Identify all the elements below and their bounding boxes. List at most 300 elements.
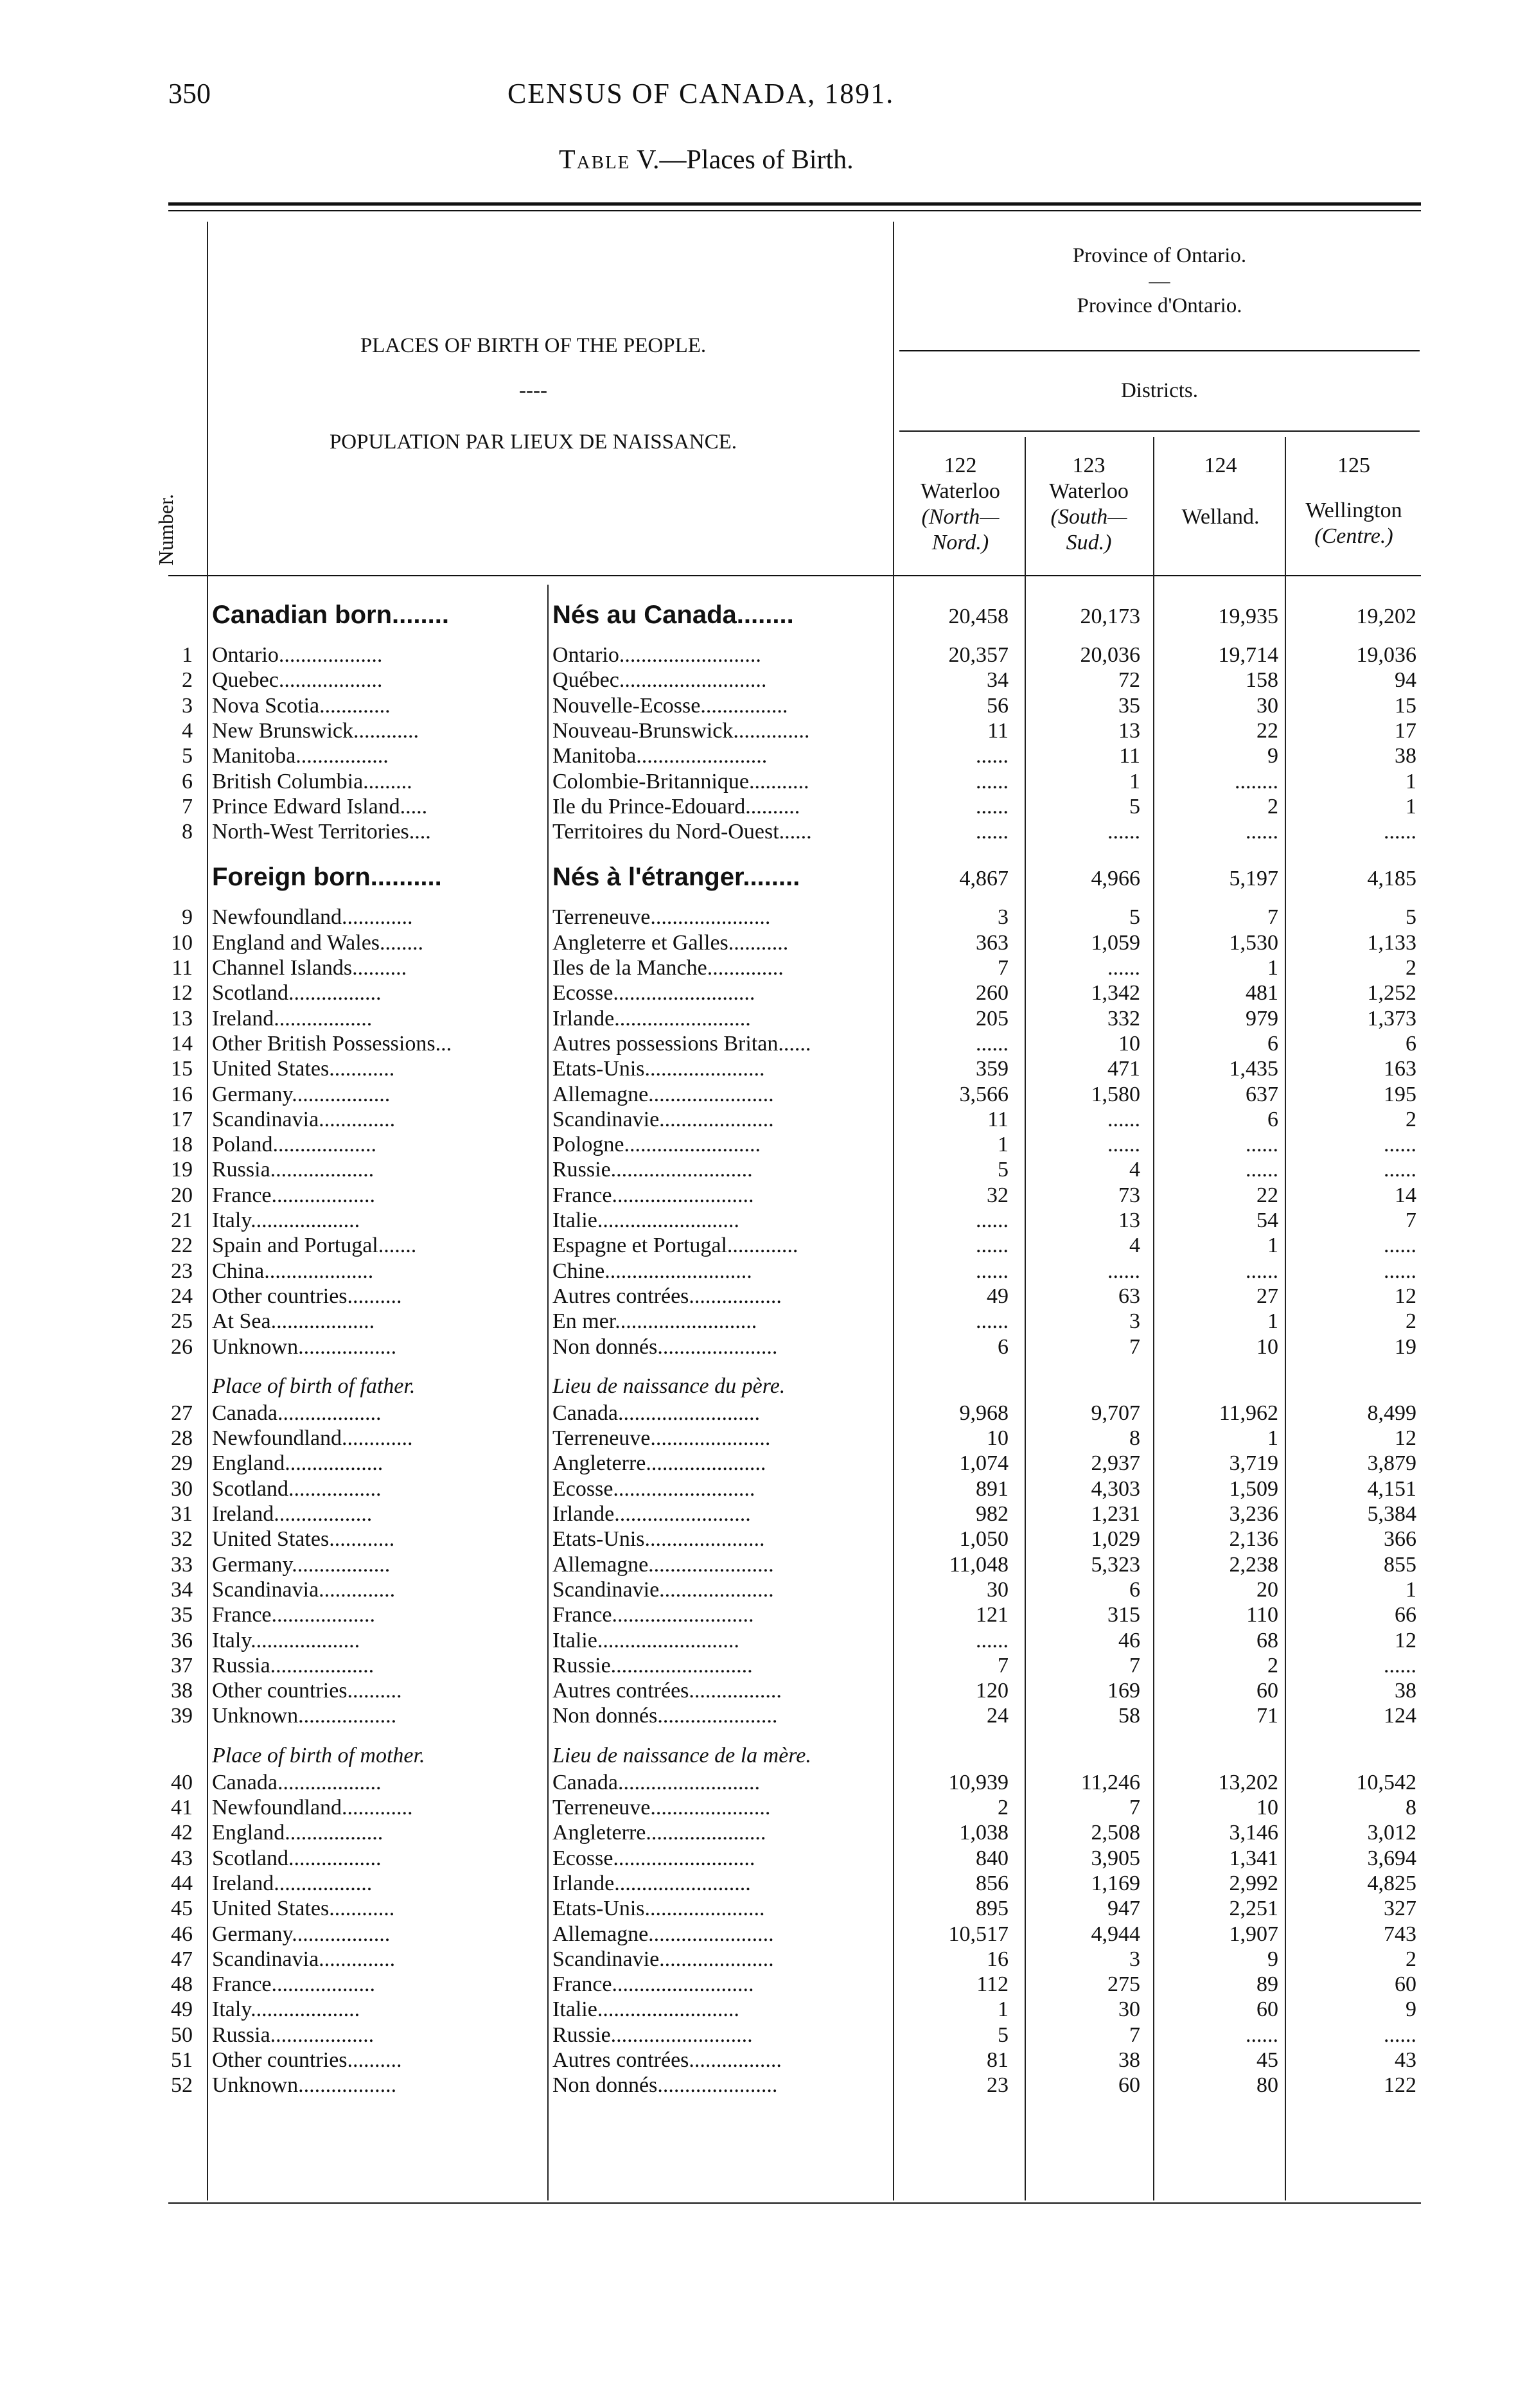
district-value: 4,185: [1367, 867, 1416, 891]
district-value: ......: [1384, 1133, 1416, 1157]
district-value: 1,435: [1229, 1057, 1278, 1081]
district-value: 10: [1256, 1796, 1278, 1819]
row-number: 51: [171, 2048, 193, 2072]
district-value: 12: [1395, 1426, 1416, 1451]
place-fr: Etats-Unis......................: [552, 1057, 765, 1081]
district-value: 4,825: [1367, 1871, 1416, 1895]
table-row: [0, 1007, 1525, 1032]
district-value: ......: [1384, 1234, 1416, 1258]
district-value: 10,939: [948, 1770, 1009, 1794]
table-row: [0, 1527, 1525, 1553]
place-fr: France..........................: [552, 1183, 754, 1207]
district-value: 17: [1395, 718, 1416, 743]
table-row: [0, 770, 1525, 795]
district-value: ......: [1384, 820, 1416, 844]
place-fr: Iles de la Manche..............: [552, 956, 784, 980]
place-en: Poland...................: [212, 1133, 376, 1157]
place-en: China....................: [212, 1259, 374, 1283]
place-en: Other British Possessions...: [212, 1031, 452, 1056]
district-value: 163: [1384, 1057, 1416, 1081]
table-row: [0, 931, 1525, 957]
place-fr: Scandinavie.....................: [552, 1577, 774, 1602]
table-title-text: V.—Places of Birth.: [637, 145, 854, 175]
row-number: 41: [171, 1796, 193, 1819]
header-places-fr: POPULATION PAR LIEUX DE NAISSANCE.: [329, 430, 737, 454]
district-value: 366: [1384, 1527, 1416, 1552]
district-value: 9,707: [1091, 1401, 1140, 1425]
row-number: 37: [171, 1653, 193, 1678]
district-number: 125: [1337, 454, 1370, 477]
district-value: 481: [1246, 981, 1278, 1005]
district-value: 73: [1118, 1183, 1140, 1207]
place-fr: Pologne.........................: [552, 1133, 761, 1157]
district-sub: (South—: [1050, 505, 1127, 529]
place-fr: Canada..........................: [552, 1770, 760, 1794]
place-fr: Nouvelle-Ecosse................: [552, 693, 788, 718]
place-fr: Ile du Prince-Edouard..........: [552, 794, 800, 819]
table-row: [0, 1158, 1525, 1183]
place-en: France...................: [212, 1972, 376, 1997]
district-value: 11: [1119, 744, 1140, 768]
table-row: [0, 1872, 1525, 1897]
district-value: 5,384: [1367, 1502, 1416, 1526]
place-en: Place of birth of mother.: [212, 1743, 425, 1767]
row-number: 35: [171, 1603, 193, 1627]
place-en: England..................: [212, 1821, 383, 1845]
district-value: ......: [976, 769, 1009, 793]
district-value: 4: [1129, 1234, 1140, 1258]
place-fr: Allemagne.......................: [552, 1552, 774, 1577]
district-value: 71: [1256, 1704, 1278, 1728]
district-value: 855: [1384, 1552, 1416, 1577]
district-value: 5: [998, 1158, 1009, 1182]
district-value: 1,231: [1091, 1502, 1140, 1526]
place-en: Unknown..................: [212, 1334, 397, 1359]
place-fr: Canada..........................: [552, 1401, 760, 1425]
table-row: [0, 1477, 1525, 1503]
place-en: Ireland..................: [212, 1871, 373, 1895]
district-value: ......: [976, 794, 1009, 819]
top-rule-thin: [168, 210, 1421, 211]
place-en: Scandinavia..............: [212, 1947, 396, 1971]
district-value: 1,050: [959, 1527, 1009, 1552]
district-value: 7: [1129, 1796, 1140, 1819]
place-en: Scotland.................: [212, 1846, 382, 1870]
place-en: United States............: [212, 1897, 395, 1921]
table-row: [0, 1284, 1525, 1310]
place-en: Unknown..................: [212, 1704, 397, 1728]
row-number: 3: [182, 693, 193, 718]
province-underline: [899, 350, 1420, 351]
district-value: 80: [1256, 2073, 1278, 2098]
district-value: 13: [1118, 1208, 1140, 1232]
row-number: 44: [171, 1871, 193, 1895]
place-fr: Terreneuve......................: [552, 1426, 771, 1451]
place-en: Ireland..................: [212, 1006, 373, 1031]
district-value: 5: [1129, 794, 1140, 819]
district-value: ......: [1107, 1133, 1140, 1157]
district-sub: Sud.): [1066, 531, 1112, 554]
top-rule-thick: [168, 202, 1421, 206]
district-value: 3: [1129, 1309, 1140, 1334]
row-number: 50: [171, 2023, 193, 2047]
place-fr: Ecosse..........................: [552, 1846, 755, 1870]
place-fr: Russie..........................: [552, 1158, 753, 1182]
district-number: 123: [1072, 454, 1106, 477]
district-value: 1,341: [1229, 1846, 1278, 1870]
district-value: 3,694: [1367, 1846, 1416, 1870]
district-value: 3,012: [1367, 1821, 1416, 1845]
place-fr: Non donnés......................: [552, 2073, 778, 2098]
district-value: 6: [1267, 1107, 1278, 1131]
place-en: Canada...................: [212, 1770, 382, 1794]
place-en: Russia...................: [212, 1653, 375, 1678]
place-fr: Terreneuve......................: [552, 1796, 771, 1819]
row-number: 26: [171, 1334, 193, 1359]
district-value: 11,962: [1219, 1401, 1278, 1425]
district-value: 12: [1395, 1284, 1416, 1308]
table-row: [0, 905, 1525, 931]
district-value: ......: [976, 1259, 1009, 1283]
district-value: 120: [976, 1679, 1009, 1703]
row-number: 31: [171, 1502, 193, 1526]
district-value: 122: [1384, 2073, 1416, 2098]
place-en: France...................: [212, 1183, 376, 1207]
district-value: 5: [998, 2023, 1009, 2047]
district-value: 10: [987, 1426, 1009, 1451]
row-number: 13: [171, 1006, 193, 1031]
table-row: [0, 1796, 1525, 1821]
district-value: ......: [1384, 2023, 1416, 2047]
district-value: 1,074: [959, 1451, 1009, 1476]
districts-underline: [899, 430, 1420, 432]
districts-label: Districts.: [1120, 379, 1199, 402]
place-en: Quebec...................: [212, 668, 383, 693]
district-value: 2: [1406, 1947, 1416, 1971]
district-value: 72: [1118, 668, 1140, 693]
row-number: 52: [171, 2073, 193, 2098]
table-row: [0, 694, 1525, 720]
district-value: 7: [1129, 1653, 1140, 1678]
district-value: 30: [1256, 693, 1278, 718]
district-value: 1,509: [1229, 1476, 1278, 1501]
place-en: Unknown..................: [212, 2073, 397, 2098]
place-en: Foreign born..........: [212, 863, 442, 892]
district-value: 982: [976, 1502, 1009, 1526]
district-value: 30: [1118, 1997, 1140, 2022]
table-row: [0, 1679, 1525, 1704]
place-fr: Autres contrées.................: [552, 1679, 782, 1703]
district-value: 6: [998, 1334, 1009, 1359]
place-en: United States............: [212, 1057, 395, 1081]
place-en: England..................: [212, 1451, 383, 1476]
district-value: 24: [987, 1704, 1009, 1728]
place-fr: Ecosse..........................: [552, 1476, 755, 1501]
district-value: 205: [976, 1006, 1009, 1031]
place-fr: Russie..........................: [552, 2023, 753, 2047]
place-en: Italy....................: [212, 1628, 360, 1652]
district-value: 2,238: [1229, 1552, 1278, 1577]
table-row: [0, 668, 1525, 694]
district-value: 56: [987, 693, 1009, 718]
place-en: Prince Edward Island.....: [212, 794, 428, 819]
district-value: ......: [1384, 1653, 1416, 1678]
table-row: [0, 1603, 1525, 1629]
row-number: 10: [171, 930, 193, 955]
table-row: [0, 1309, 1525, 1335]
district-value: 2,937: [1091, 1451, 1140, 1476]
district-value: 22: [1256, 1183, 1278, 1207]
district-value: 6: [1267, 1031, 1278, 1056]
place-en: Scandinavia..............: [212, 1107, 396, 1131]
row-number: 7: [182, 794, 193, 819]
table-row: [0, 1208, 1525, 1234]
row-number: 2: [182, 668, 193, 693]
district-value: 4: [1129, 1158, 1140, 1182]
place-en: Ireland..................: [212, 1502, 373, 1526]
district-value: 315: [1107, 1603, 1140, 1627]
row-number: 27: [171, 1401, 193, 1425]
row-number: 47: [171, 1947, 193, 1971]
place-fr: Irlande.........................: [552, 1502, 751, 1526]
place-en: England and Wales........: [212, 930, 424, 955]
place-en: Russia...................: [212, 2023, 375, 2047]
row-number: 39: [171, 1704, 193, 1728]
table-row: [0, 1897, 1525, 1922]
district-value: 19,935: [1218, 605, 1278, 628]
district-value: 19,202: [1356, 605, 1416, 628]
place-en: Manitoba.................: [212, 744, 389, 768]
place-en: Germany..................: [212, 1082, 391, 1106]
district-value: 58: [1118, 1704, 1140, 1728]
district-value: ......: [1107, 820, 1140, 844]
row-number: 14: [171, 1031, 193, 1056]
place-en: United States............: [212, 1527, 395, 1552]
district-sub: Nord.): [931, 531, 989, 554]
district-value: 260: [976, 981, 1009, 1005]
district-value: 112: [976, 1972, 1009, 1997]
district-value: 8: [1406, 1796, 1416, 1819]
place-fr: Territoires du Nord-Ouest......: [552, 820, 812, 844]
place-fr: Irlande.........................: [552, 1006, 751, 1031]
row-number: 20: [171, 1183, 193, 1207]
place-en: Italy....................: [212, 1997, 360, 2022]
place-fr: Lieu de naissance de la mère.: [552, 1743, 811, 1767]
place-fr: Ontario..........................: [552, 643, 761, 667]
place-fr: Etats-Unis......................: [552, 1527, 765, 1552]
district-value: 12: [1395, 1628, 1416, 1652]
place-fr: Autres possessions Britan......: [552, 1031, 811, 1056]
table-row: [0, 744, 1525, 770]
district-value: 60: [1256, 1679, 1278, 1703]
place-fr: Non donnés......................: [552, 1704, 778, 1728]
district-value: 1: [1267, 1234, 1278, 1258]
table-row: [0, 1997, 1525, 2023]
row-number: 42: [171, 1821, 193, 1845]
place-fr: Lieu de naissance du père.: [552, 1374, 786, 1398]
place-fr: Nouveau-Brunswick..............: [552, 718, 810, 743]
district-value: 1,169: [1091, 1871, 1140, 1895]
district-value: 7: [1129, 1334, 1140, 1359]
table-row: [0, 1083, 1525, 1108]
table-row: [0, 1553, 1525, 1579]
district-value: 7: [1129, 2023, 1140, 2047]
district-value: ......: [1107, 1107, 1140, 1131]
district-value: 1: [1406, 769, 1416, 793]
place-en: North-West Territories....: [212, 820, 431, 844]
row-number: 46: [171, 1922, 193, 1946]
district-value: 1,133: [1367, 930, 1416, 955]
district-value: 63: [1118, 1284, 1140, 1308]
district-value: 2: [998, 1796, 1009, 1819]
district-value: 895: [976, 1897, 1009, 1921]
district-value: 19,714: [1218, 643, 1278, 667]
row-number: 24: [171, 1284, 193, 1308]
district-value: 10,542: [1356, 1770, 1416, 1794]
district-value: 94: [1395, 668, 1416, 693]
district-header-124: [1156, 453, 1285, 530]
section-heading-row: [0, 863, 1525, 895]
district-value: 4,151: [1367, 1476, 1416, 1501]
table-row: [0, 643, 1525, 669]
place-fr: Non donnés......................: [552, 1334, 778, 1359]
table-row: [0, 1502, 1525, 1528]
row-number: 21: [171, 1208, 193, 1232]
district-value: 1,342: [1091, 981, 1140, 1005]
district-header-125: [1288, 453, 1420, 549]
place-fr: Italie..........................: [552, 1208, 739, 1232]
row-number: 19: [171, 1158, 193, 1182]
table-label: Table: [559, 145, 631, 175]
district-value: 2,251: [1229, 1897, 1278, 1921]
table-row: [0, 1654, 1525, 1679]
table-row: [0, 1947, 1525, 1973]
row-number: 30: [171, 1476, 193, 1501]
district-value: 2,508: [1091, 1821, 1140, 1845]
district-value: 13: [1118, 718, 1140, 743]
district-value: 2,136: [1229, 1527, 1278, 1552]
table-row: [0, 1972, 1525, 1998]
province-fr: Province d'Ontario.: [1077, 294, 1242, 317]
place-fr: Espagne et Portugal.............: [552, 1234, 798, 1258]
table-row: [0, 2073, 1525, 2099]
district-value: 10: [1256, 1334, 1278, 1359]
table-row: [0, 1704, 1525, 1730]
place-fr: Allemagne.......................: [552, 1922, 774, 1946]
district-value: 3,719: [1229, 1451, 1278, 1476]
district-value: 2,992: [1229, 1871, 1278, 1895]
district-value: 1: [998, 1133, 1009, 1157]
district-value: 1,029: [1091, 1527, 1140, 1552]
subsection-heading-row: [0, 1744, 1525, 1769]
district-value: 54: [1256, 1208, 1278, 1232]
district-value: 34: [987, 668, 1009, 693]
header-separator: ----: [519, 379, 547, 402]
table-row: [0, 1771, 1525, 1796]
district-value: 1: [1267, 1426, 1278, 1451]
place-en: Ontario...................: [212, 643, 383, 667]
district-value: 49: [987, 1284, 1009, 1308]
district-value: 1,252: [1367, 981, 1416, 1005]
row-number: 36: [171, 1628, 193, 1652]
row-number: 33: [171, 1552, 193, 1577]
place-fr: Nés au Canada........: [552, 601, 794, 629]
district-value: 10: [1118, 1031, 1140, 1056]
district-value: 45: [1256, 2048, 1278, 2072]
place-fr: France..........................: [552, 1603, 754, 1627]
district-value: ......: [976, 1234, 1009, 1258]
place-fr: En mer..........................: [552, 1309, 757, 1334]
district-value: 1,059: [1091, 930, 1140, 955]
district-value: 979: [1246, 1006, 1278, 1031]
table-row: [0, 1401, 1525, 1427]
table-row: [0, 1183, 1525, 1209]
district-value: 3,566: [959, 1082, 1009, 1106]
table-row: [0, 1922, 1525, 1948]
district-value: 2: [1267, 1653, 1278, 1678]
table-row: [0, 820, 1525, 845]
district-value: 359: [976, 1057, 1009, 1081]
district-value: 60: [1118, 2073, 1140, 2098]
district-value: 38: [1395, 1679, 1416, 1703]
district-value: 1,907: [1229, 1922, 1278, 1946]
district-value: 7: [1406, 1208, 1416, 1232]
district-value: 363: [976, 930, 1009, 955]
district-value: 195: [1384, 1082, 1416, 1106]
place-fr: Nés à l'étranger........: [552, 863, 800, 892]
table-row: [0, 1234, 1525, 1259]
place-en: Scotland.................: [212, 981, 382, 1005]
row-number: 25: [171, 1309, 193, 1334]
place-fr: Colombie-Britannique...........: [552, 769, 809, 793]
district-value: 3,905: [1091, 1846, 1140, 1870]
district-value: ......: [1246, 1133, 1278, 1157]
district-value: 35: [1118, 693, 1140, 718]
row-number: 45: [171, 1897, 193, 1921]
district-value: 7: [1267, 905, 1278, 930]
district-value: ......: [1384, 1259, 1416, 1283]
row-number: 11: [172, 956, 193, 980]
district-value: 10,517: [948, 1922, 1009, 1946]
district-value: 1,530: [1229, 930, 1278, 955]
district-value: 4,867: [959, 867, 1009, 891]
number-column-label: Number.: [154, 493, 177, 565]
row-number: 38: [171, 1679, 193, 1703]
row-number: 29: [171, 1451, 193, 1476]
place-en: At Sea...................: [212, 1309, 375, 1334]
place-fr: Etats-Unis......................: [552, 1897, 765, 1921]
running-title: CENSUS OF CANADA, 1891.: [507, 78, 895, 109]
bottom-rule: [168, 2202, 1421, 2204]
district-value: 20: [1256, 1577, 1278, 1602]
district-value: ......: [1384, 1158, 1416, 1182]
district-value: ......: [1246, 1259, 1278, 1283]
table-row: [0, 1335, 1525, 1361]
place-en: Other countries..........: [212, 1284, 402, 1308]
row-number: 32: [171, 1527, 193, 1552]
table-row: [0, 1821, 1525, 1846]
place-fr: Italie..........................: [552, 1997, 739, 2022]
district-value: 840: [976, 1846, 1009, 1870]
district-value: 11,048: [949, 1552, 1009, 1577]
district-value: 3,879: [1367, 1451, 1416, 1476]
row-number: 34: [171, 1577, 193, 1602]
row-number: 16: [171, 1082, 193, 1106]
district-value: 121: [976, 1603, 1009, 1627]
district-value: 19,036: [1356, 643, 1416, 667]
district-value: ......: [976, 744, 1009, 768]
table-row: [0, 1629, 1525, 1654]
